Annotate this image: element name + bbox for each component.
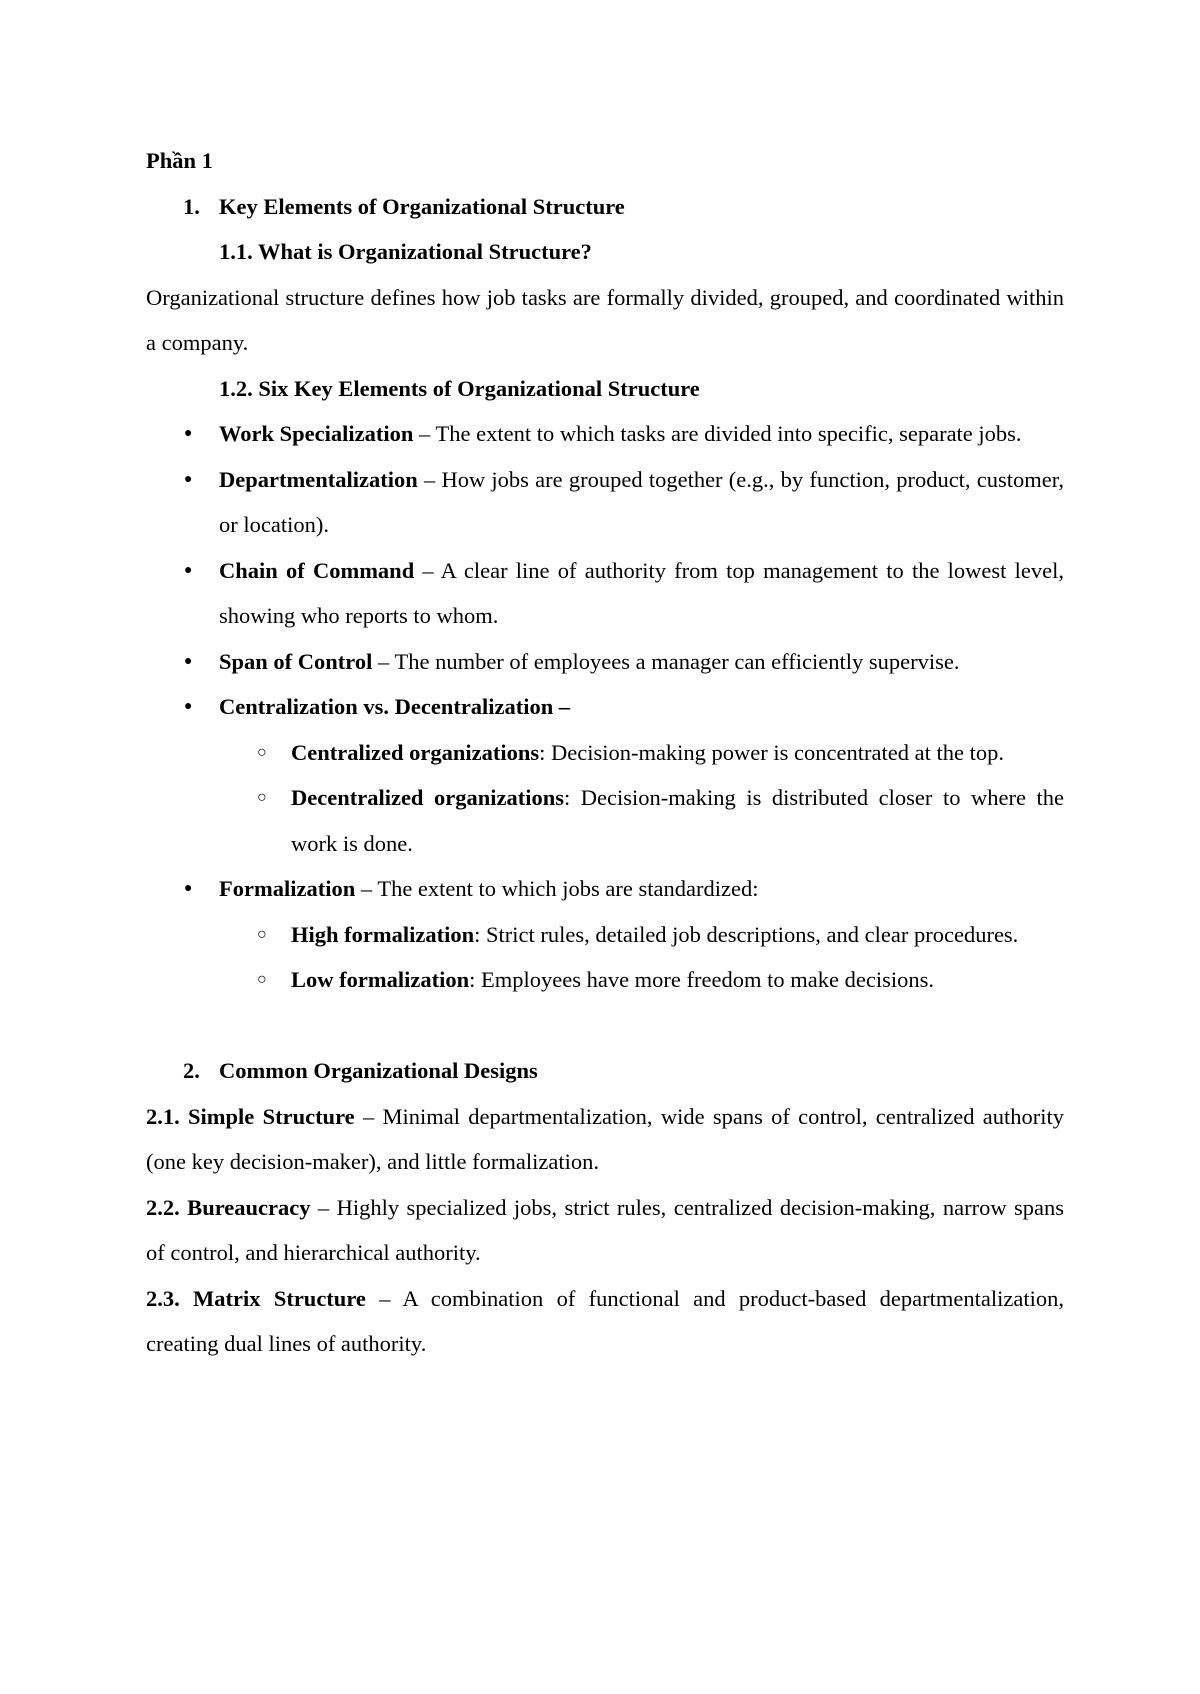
- bullet-icon: ●: [184, 653, 193, 669]
- sub-list-item-desc: : Decision-making power is concentrated at the top.: [539, 739, 1004, 765]
- list-item: [182, 639, 1064, 685]
- circle-bullet-icon: ○: [257, 925, 267, 943]
- list-item-desc: – The extent to which jobs are standardized:: [355, 876, 759, 901]
- list-item-desc: – A clear line of authority from top management to the lowest level, showing who reports to whom.: [219, 557, 1064, 628]
- sub-list-item-desc: : Employees have more freedom to make decisions.: [469, 967, 934, 992]
- sub-list-item-text: [291, 775, 1064, 866]
- design-term: 2.3. Matrix Structure: [146, 1285, 366, 1311]
- list-item: [182, 411, 1064, 457]
- design-desc: – A combination of functional and product-based departmentalization, creating dual lines of authority.: [146, 1285, 1064, 1356]
- subsection-1-1-body: Organizational structure defines how job tasks are formally divided, grouped, and coordinated within a company.: [146, 284, 1064, 355]
- subsection-1-1-title: 1.1. What is Organizational Structure?: [219, 239, 592, 264]
- sub-list-item-term: Centralized organizations: [291, 739, 540, 765]
- list-item-term: Formalization: [219, 876, 356, 901]
- list-item-text: [219, 457, 1064, 548]
- sub-list-item-term: High formalization: [291, 921, 475, 947]
- list-item-text: [219, 548, 1064, 639]
- list-item-desc: – How jobs are grouped together (e.g., by function, product, customer, or location).: [219, 466, 1064, 537]
- bullet-icon: ●: [184, 562, 193, 578]
- sub-list-item: [255, 775, 1064, 866]
- sub-list-item-desc: : Strict rules, detailed job descriptions, and clear procedures.: [474, 921, 1019, 947]
- sub-list-item: [255, 912, 1064, 958]
- list-item-term: Chain of Command: [219, 557, 415, 583]
- sub-list-item-term: Decentralized organizations: [291, 785, 564, 810]
- section-2-heading: [183, 1048, 1064, 1094]
- bullet-icon: ●: [184, 471, 193, 487]
- sub-list-item-text: [291, 730, 1064, 776]
- list-item: [182, 684, 1064, 730]
- design-paragraph: [146, 1276, 1064, 1367]
- circle-bullet-icon: ○: [257, 743, 267, 761]
- section-1-heading: [183, 184, 1064, 230]
- section-2-number: 2.: [183, 1058, 200, 1083]
- list-item-desc: – The number of employees a manager can efficiently supervise.: [372, 648, 960, 674]
- circle-bullet-icon: ○: [257, 971, 267, 988]
- section-1-number: 1.: [183, 193, 200, 219]
- bullet-icon: ●: [184, 699, 193, 714]
- design-paragraph: [146, 1185, 1064, 1276]
- design-term: 2.2. Bureaucracy: [146, 1194, 311, 1220]
- list-item-text: [219, 411, 1064, 457]
- bullet-icon: ●: [184, 426, 193, 441]
- design-paragraph: [146, 1094, 1064, 1185]
- sub-list-item-desc: : Decision-making is distributed closer to where the work is done.: [291, 785, 1064, 856]
- sub-list-item: [255, 730, 1064, 776]
- list-item-text: [219, 684, 1064, 730]
- document-content: [146, 138, 1064, 1367]
- list-item-term: Span of Control: [219, 648, 373, 674]
- sub-list-item-term: Low formalization: [291, 967, 470, 992]
- sub-list-item-text: [291, 912, 1064, 958]
- design-desc: – Minimal departmentalization, wide spans of control, centralized authority (one key decision-maker), and little formalization.: [146, 1103, 1065, 1174]
- list-item: [182, 548, 1064, 639]
- subsection-1-2-title: 1.2. Six Key Elements of Organizational Structure: [219, 375, 700, 401]
- list-item-term: Work Specialization: [219, 421, 414, 446]
- sub-list-item: [255, 957, 1064, 1003]
- bullet-icon: ●: [184, 881, 193, 896]
- blank-line: [146, 1003, 1064, 1049]
- sub-list-item-text: [291, 957, 1064, 1003]
- list-item-term: Departmentalization: [219, 466, 418, 492]
- circle-bullet-icon: ○: [257, 789, 267, 806]
- list-item-desc: – The extent to which tasks are divided into specific, separate jobs.: [413, 421, 1022, 446]
- list-item-text: [219, 866, 1064, 912]
- list-item-text: [219, 639, 1064, 685]
- section-1-title: Key Elements of Organizational Structure: [219, 193, 625, 219]
- design-desc: – Highly specialized jobs, strict rules, centralized decision-making, narrow spans of control, and hierarchical authority.: [146, 1194, 1064, 1265]
- list-item: [182, 457, 1064, 548]
- design-term: 2.1. Simple Structure: [146, 1103, 355, 1129]
- part-title: Phần 1: [146, 148, 213, 173]
- list-item-term: Centralization vs. Decentralization –: [219, 694, 571, 719]
- section-2-title: Common Organizational Designs: [219, 1058, 538, 1083]
- list-item: [182, 866, 1064, 912]
